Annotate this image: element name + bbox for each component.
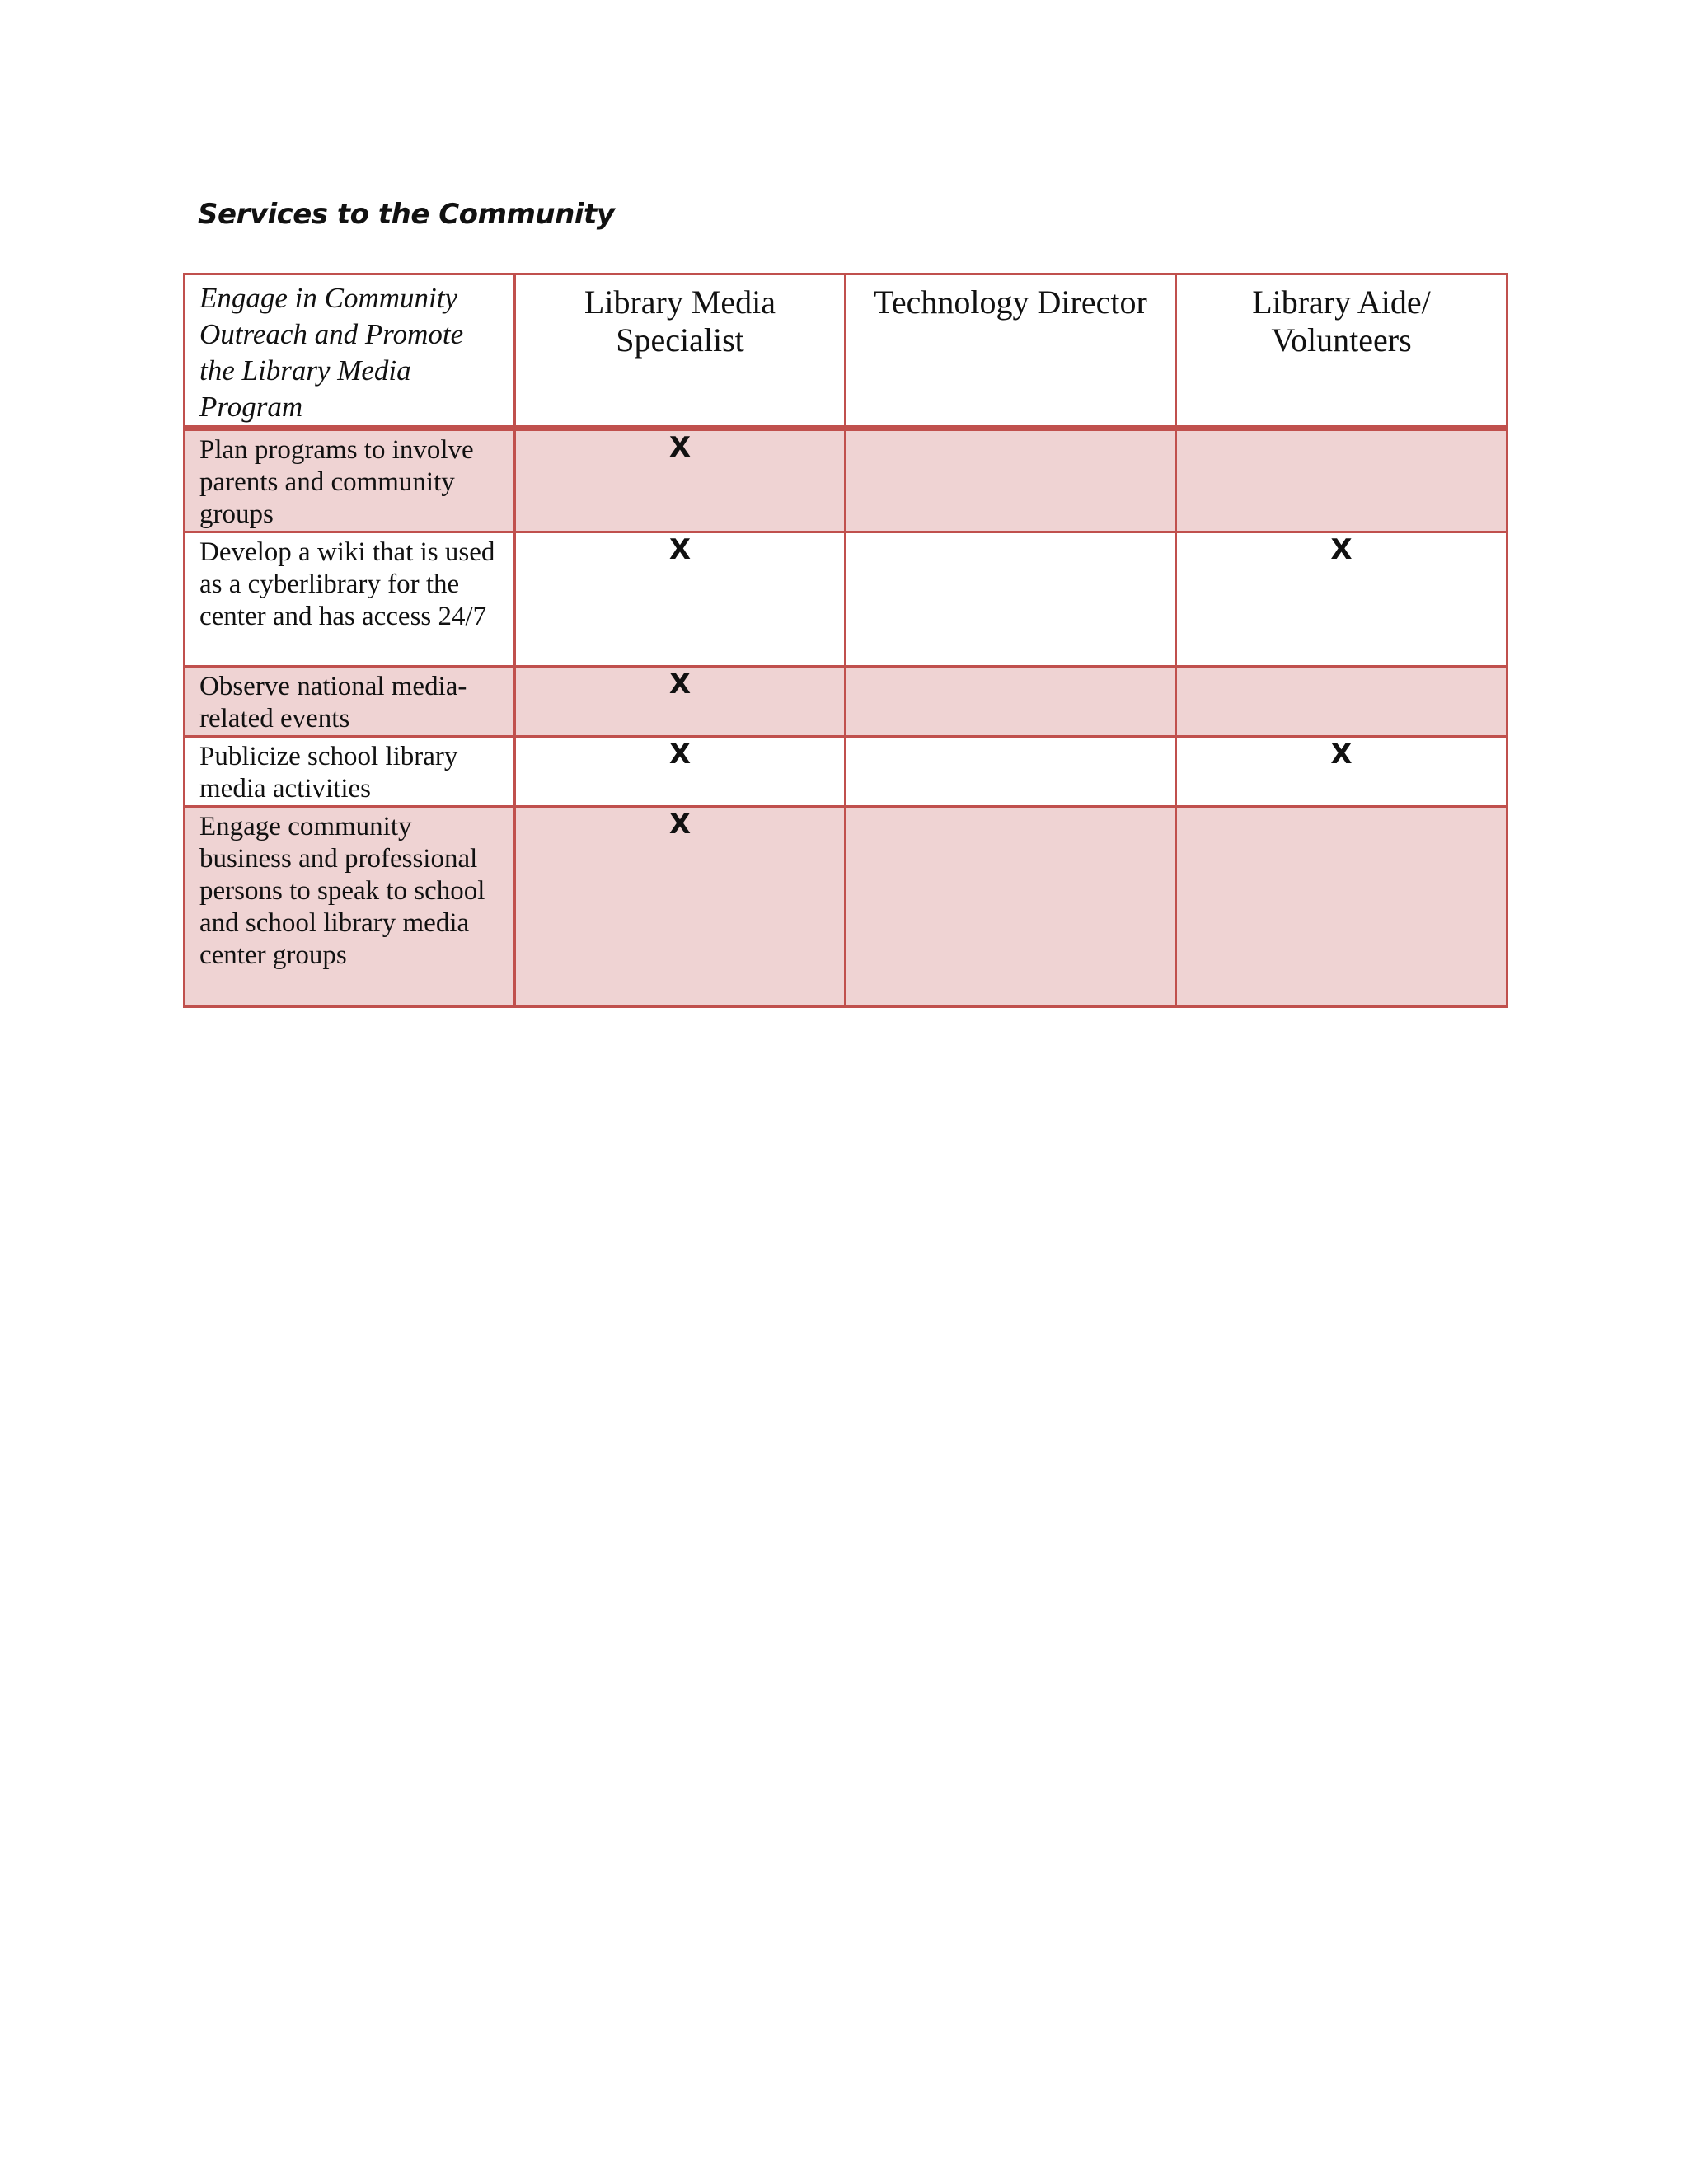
mark-cell: X — [1176, 532, 1507, 667]
mark-cell — [846, 667, 1176, 737]
mark-cell: X — [515, 737, 846, 807]
table-row — [185, 667, 1507, 737]
task-cell: Engage community business and professional persons to speak to school and school library media center groups — [185, 807, 515, 1007]
mark-cell — [846, 737, 1176, 807]
task-cell: Plan programs to involve parents and community groups — [185, 429, 515, 532]
task-cell: Publicize school library media activities — [185, 737, 515, 807]
mark-cell: X — [515, 667, 846, 737]
mark-cell: X — [515, 532, 846, 667]
role-header-library-aide-volunteers: Library Aide/ Volunteers — [1176, 274, 1507, 429]
mark-cell — [1176, 429, 1507, 532]
task-column-header: Engage in Community Outreach and Promote the Library Media Program — [185, 274, 515, 429]
mark-cell: X — [515, 429, 846, 532]
mark-cell — [1176, 807, 1507, 1007]
mark-cell — [1176, 667, 1507, 737]
mark-cell — [846, 807, 1176, 1007]
section-title: Services to the Community — [198, 198, 615, 231]
table-header-row — [185, 274, 1507, 429]
role-header-technology-director: Technology Director — [846, 274, 1176, 429]
table-row — [185, 429, 1507, 532]
mark-cell — [846, 532, 1176, 667]
mark-cell: X — [1176, 737, 1507, 807]
task-cell: Observe national media-related events — [185, 667, 515, 737]
role-header-library-media-specialist: Library Media Specialist — [515, 274, 846, 429]
table-row — [185, 532, 1507, 667]
table-row — [185, 737, 1507, 807]
responsibility-table — [183, 273, 1508, 1008]
table-row — [185, 807, 1507, 1007]
mark-cell — [846, 429, 1176, 532]
mark-cell: X — [515, 807, 846, 1007]
task-cell: Develop a wiki that is used as a cyberlibrary for the center and has access 24/7 — [185, 532, 515, 667]
